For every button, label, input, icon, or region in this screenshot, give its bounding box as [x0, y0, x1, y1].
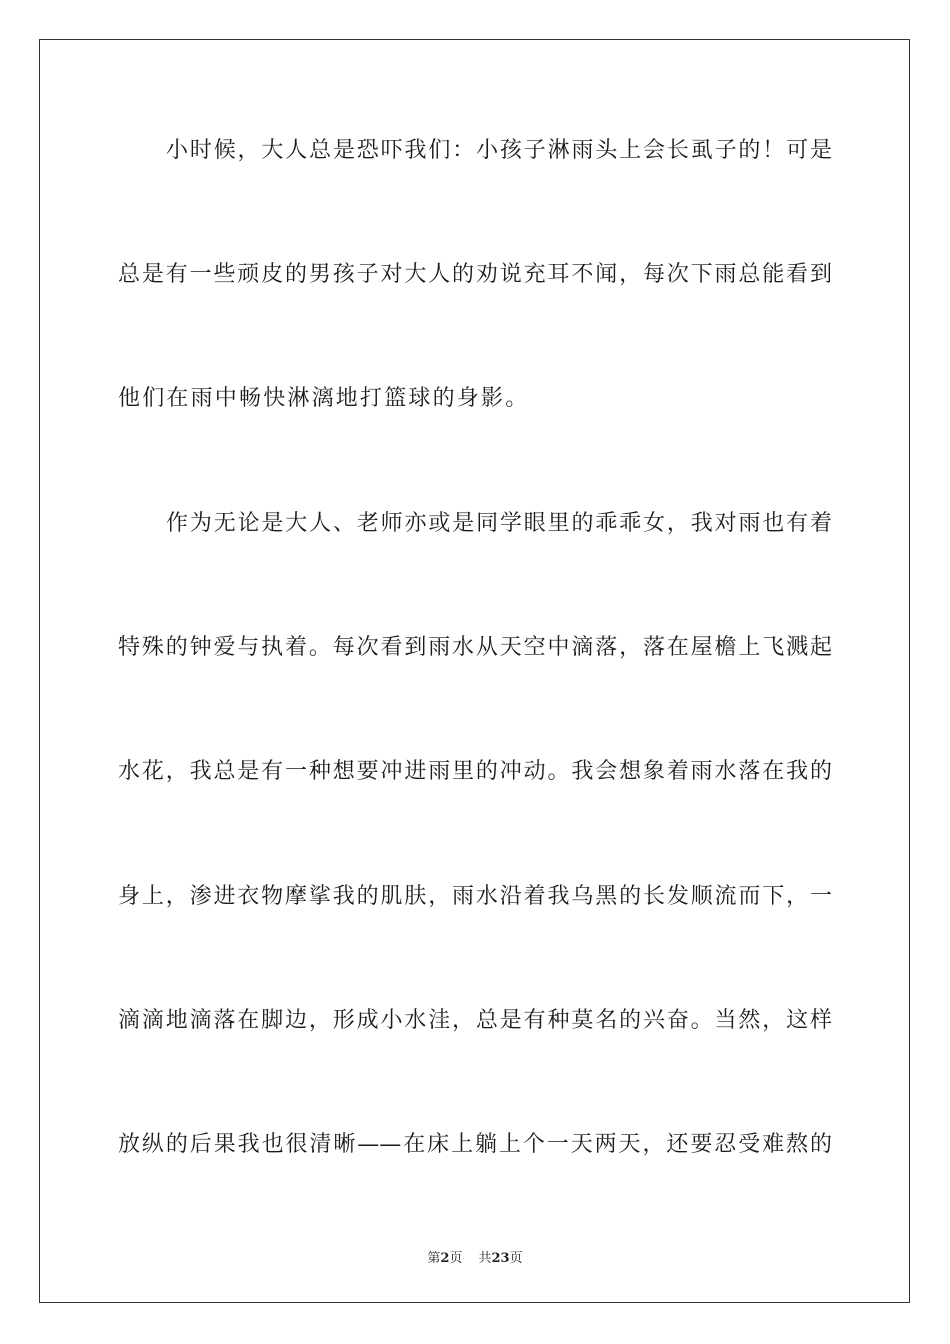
page-border — [39, 39, 910, 1303]
paragraph-1-line-1: 小时候，大人总是恐吓我们：小孩子淋雨头上会长虱子的！可是 — [166, 138, 832, 163]
paragraph-2-line-6: 放纵的后果我也很清晰——在床上躺上个一天两天，还要忍受难熬的 — [118, 1132, 832, 1157]
paragraph-2-line-3: 水花，我总是有一种想要冲进雨里的冲动。我会想象着雨水落在我的 — [118, 759, 832, 784]
paragraph-2-line-5: 滴滴地滴落在脚边，形成小水洼，总是有种莫名的兴奋。当然，这样 — [118, 1008, 832, 1033]
total-suffix: 页 — [509, 1251, 523, 1266]
page-footer — [0, 1247, 950, 1266]
paragraph-2-line-2: 特殊的钟爱与执着。每次看到雨水从天空中滴落，落在屋檐上飞溅起 — [118, 635, 832, 660]
paragraph-1-line-2: 总是有一些顽皮的男孩子对大人的劝说充耳不闻，每次下雨总能看到 — [118, 262, 832, 287]
paragraph-1-line-3: 他们在雨中畅快淋漓地打篮球的身影。 — [118, 386, 530, 411]
page-suffix: 页 — [449, 1251, 463, 1266]
page-prefix: 第 — [427, 1251, 441, 1266]
total-prefix: 共 — [478, 1251, 492, 1266]
total-pages: 23 — [491, 1251, 510, 1266]
paragraph-2-line-1: 作为无论是大人、老师亦或是同学眼里的乖乖女，我对雨也有着 — [166, 511, 832, 536]
paragraph-2-line-4: 身上，渗进衣物摩挲我的肌肤，雨水沿着我乌黑的长发顺流而下，一 — [118, 884, 832, 909]
page-number: 2 — [440, 1251, 450, 1266]
